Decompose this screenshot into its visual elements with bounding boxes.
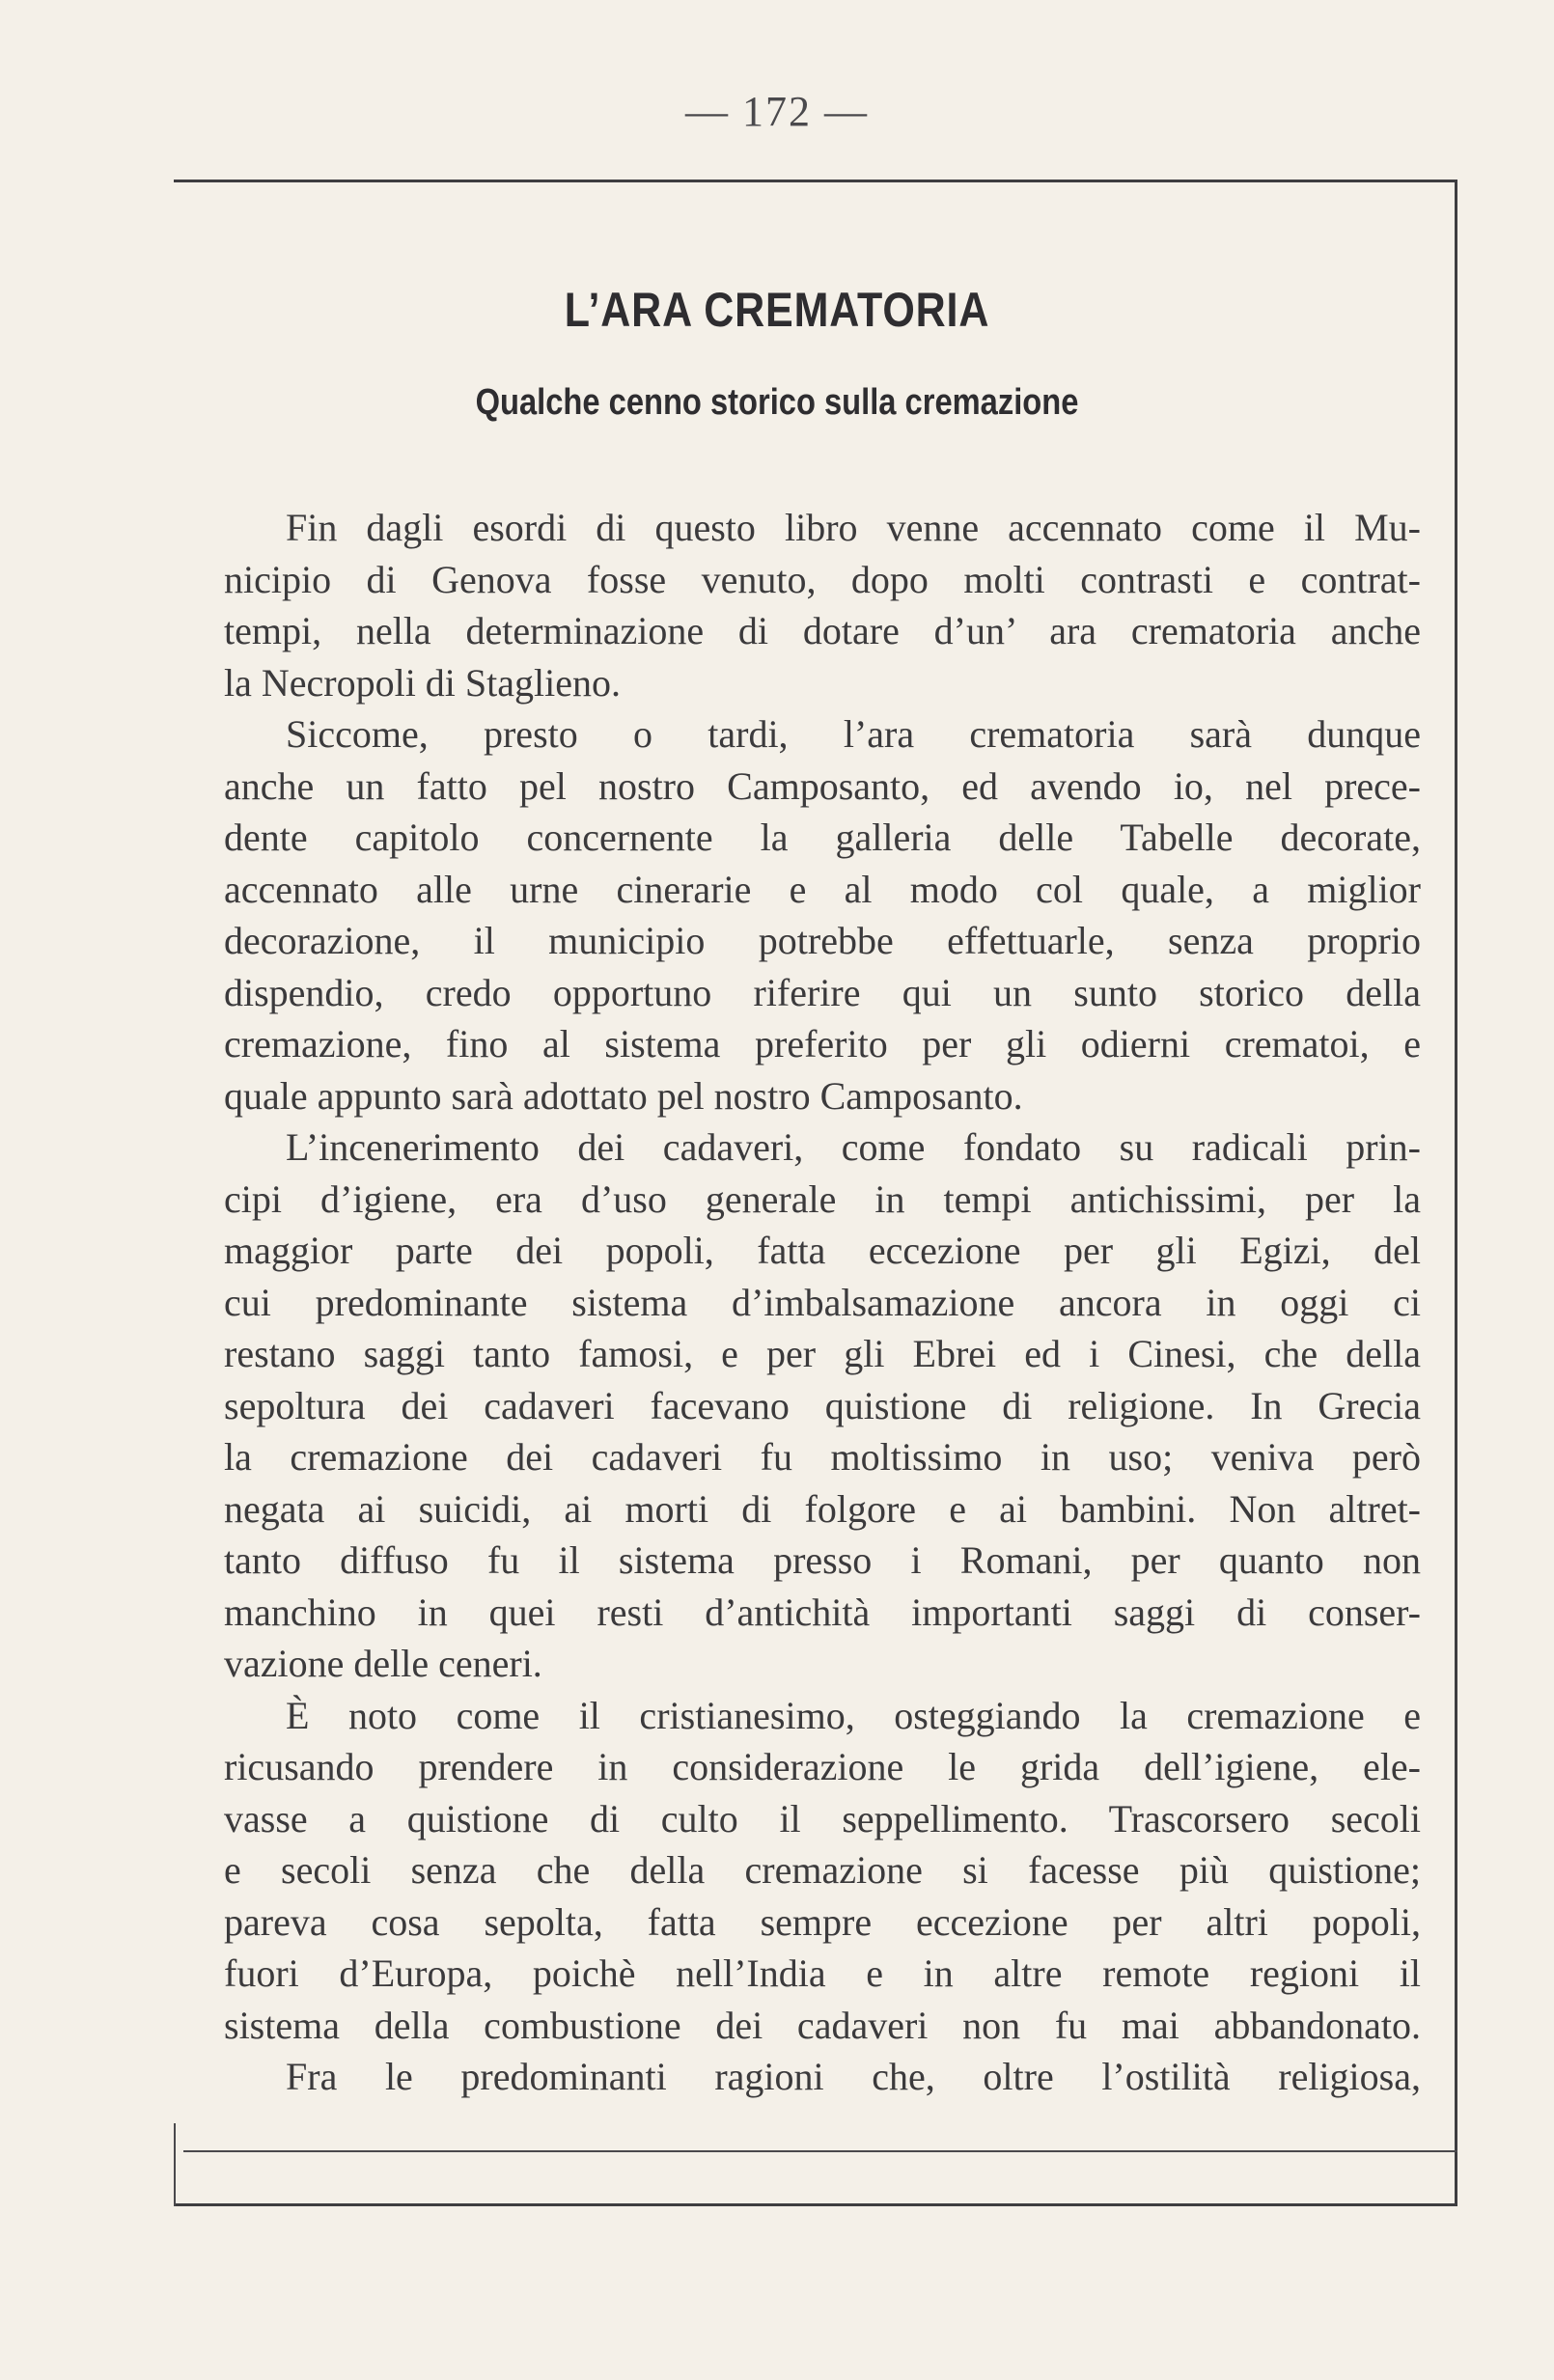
text-line: cui predominante sistema d’imbalsamazione ancora in oggi ci (224, 1280, 1421, 1324)
text-line: L’incenerimento dei cadaveri, come fondato su radicali prin- (286, 1125, 1421, 1169)
text-line: È noto come il cristianesimo, osteggiando la cremazione e (286, 1693, 1421, 1737)
text-line: accennato alle urne cinerarie e al modo col quale, a miglior (224, 867, 1421, 911)
text-line: dente capitolo concernente la galleria delle Tabelle decorate, (224, 816, 1421, 859)
text-line: sepoltura dei cadaveri facevano quistione di religione. In Grecia (224, 1383, 1421, 1427)
text-line: Siccome, presto o tardi, l’ara crematoria sarà dunque (286, 712, 1421, 756)
text-line: pareva cosa sepolta, fatta sempre eccezione per altri popoli, (224, 1899, 1421, 1944)
text-line: tanto diffuso fu il sistema presso i Romani, per quanto non (224, 1538, 1421, 1582)
text-line: fuori d’Europa, poichè nell’India e in altre remote regioni il (224, 1951, 1421, 1995)
chapter-title: L’ARA CREMATORIA (564, 283, 990, 337)
text-line: vasse a quistione di culto il seppellimento. Trascorsero secoli (224, 1796, 1421, 1840)
chapter-subtitle: Qualche cenno storico sulla cremazione (475, 382, 1079, 423)
text-line: ricusando prendere in considerazione le grida dell’igiene, ele- (224, 1745, 1421, 1788)
text-line: dispendio, credo opportuno riferire qui un sunto storico della (224, 970, 1421, 1014)
text-line: vazione delle ceneri. (224, 1642, 542, 1685)
text-line: sistema della combustione dei cadaveri non fu mai abbandonato. (224, 2003, 1421, 2047)
text-line: nicipio di Genova fosse venuto, dopo molti contrasti e contrat- (224, 557, 1421, 601)
page-number: — 172 — (685, 88, 869, 135)
text-line: e secoli senza che della cremazione si facesse più quistione; (224, 1848, 1421, 1892)
text-line: maggior parte dei popoli, fatta eccezione per gli Egizi, del (224, 1229, 1421, 1272)
text-line: Fin dagli esordi di questo libro venne accennato come il Mu- (286, 506, 1421, 549)
text-line: la Necropoli di Staglieno. (224, 660, 622, 705)
frame-left-tick (174, 2123, 176, 2206)
text-line: anche un fatto pel nostro Camposanto, ed avendo io, nel prece- (224, 763, 1421, 808)
text-line: restano saggi tanto famosi, e per gli Ebrei ed i Cinesi, che della (224, 1332, 1421, 1375)
text-line: quale appunto sarà adottato pel nostro Camposanto. (224, 1073, 1023, 1118)
text-line: la cremazione dei cadaveri fu moltissimo in uso; veniva però (224, 1435, 1421, 1479)
text-line: manchino in quei resti d’antichità importanti saggi di conser- (224, 1590, 1421, 1634)
frame-bottom-rule (183, 2150, 1457, 2152)
text-line: tempi, nella determinazione di dotare d’un’ ara crematoria anche (224, 609, 1421, 652)
text-line: cipi d’igiene, era d’uso generale in tempi antichissimi, per la (224, 1176, 1421, 1221)
text-line: cremazione, fino al sistema preferito per gli odierni crematoi, e (224, 1022, 1421, 1065)
body-text (224, 502, 1421, 2103)
text-line: negata ai suicidi, ai morti di folgore e ai bambini. Non altret- (224, 1486, 1421, 1531)
text-line: decorazione, il municipio potrebbe effettuarle, senza proprio (224, 919, 1421, 962)
text-line: Fra le predominanti ragioni che, oltre l’ostilità religiosa, (286, 2055, 1421, 2098)
